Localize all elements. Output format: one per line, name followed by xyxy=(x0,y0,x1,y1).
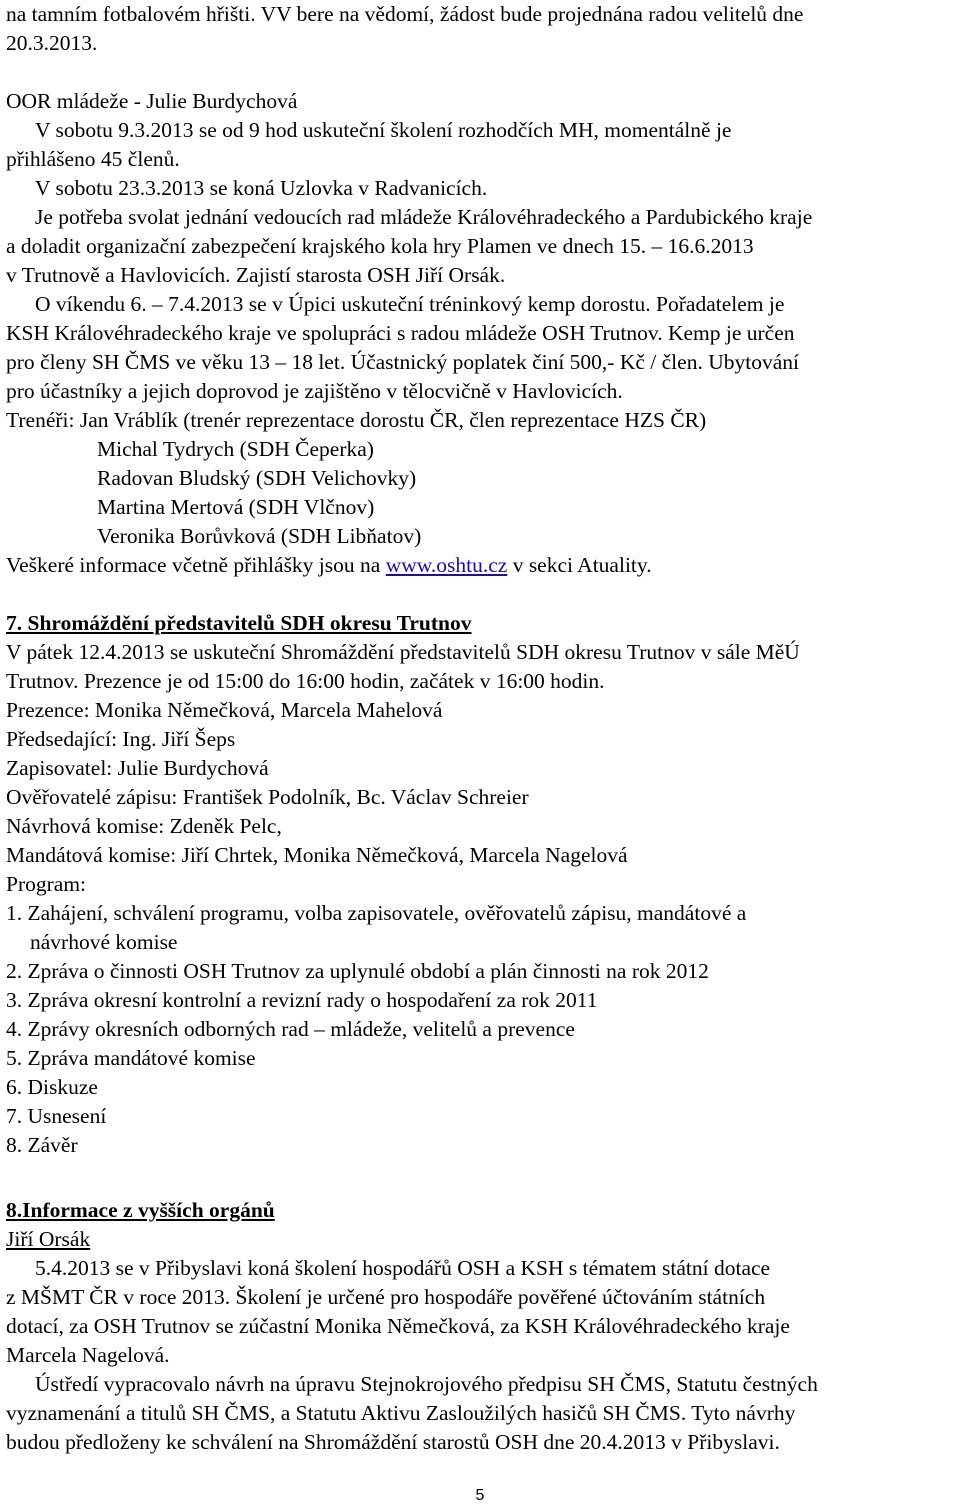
text-line: V pátek 12.4.2013 se uskuteční Shromáždění představitelů SDH okresu Trutnov v sále MěÚ xyxy=(6,640,800,664)
text-line: Marcela Nagelová. xyxy=(6,1343,170,1367)
text-line: Zapisovatel: Julie Burdychová xyxy=(6,756,269,780)
page-number: 5 xyxy=(475,1487,485,1504)
text-line: V sobotu 23.3.2013 se koná Uzlovka v Radvanicích. xyxy=(35,176,488,200)
section-7 xyxy=(6,609,956,1160)
section-8-heading: 8.Informace z vyšších orgánů xyxy=(6,1198,275,1222)
trainer-name: Radovan Bludský (SDH Velichovky) xyxy=(97,466,417,490)
text-line: Ústředí vypracovalo návrh na úpravu Stejnokrojového předpisu SH ČMS, Statutu čestných xyxy=(35,1372,818,1396)
section-8 xyxy=(6,1196,956,1457)
program-item: 5. Zpráva mandátové komise xyxy=(6,1046,256,1070)
trainer-name: Veronika Borůvková (SDH Libňatov) xyxy=(97,524,422,548)
oor-section xyxy=(6,87,956,580)
text-line: Předsedající: Ing. Jiří Šeps xyxy=(6,727,236,751)
program-item-continuation: návrhové komise xyxy=(30,930,178,954)
text-line: KSH Královéhradeckého kraje ve spolupráci s radou mládeže OSH Trutnov. Kemp je určen xyxy=(6,321,795,345)
text-line: Ověřovatelé zápisu: František Podolník, Bc. Václav Schreier xyxy=(6,785,529,809)
text-line: V sobotu 9.3.2013 se od 9 hod uskuteční školení rozhodčích MH, momentálně je xyxy=(35,118,732,142)
text-line: v Trutnově a Havlovicích. Zajistí starosta OSH Jiří Orsák. xyxy=(6,263,506,287)
text-line: budou předloženy ke schválení na Shromáždění starostů OSH dne 20.4.2013 v Přibyslavi. xyxy=(6,1430,780,1454)
text-line: dotací, za OSH Trutnov se zúčastní Monika Němečková, za KSH Královéhradeckého kraje xyxy=(6,1314,790,1338)
program-item: 3. Zpráva okresní kontrolní a revizní rady o hospodaření za rok 2011 xyxy=(6,988,598,1012)
text-line: Prezence: Monika Němečková, Marcela Mahelová xyxy=(6,698,443,722)
section-8-author: Jiří Orsák xyxy=(6,1227,91,1251)
program-item: 4. Zprávy okresních odborných rad – mládeže, velitelů a prevence xyxy=(6,1017,575,1041)
text-line: Trutnov. Prezence je od 15:00 do 16:00 hodin, začátek v 16:00 hodin. xyxy=(6,669,605,693)
text-line: přihlášeno 45 členů. xyxy=(6,147,180,171)
info-line xyxy=(6,551,956,580)
program-item: 2. Zpráva o činnosti OSH Trutnov za uplynulé období a plán činnosti na rok 2012 xyxy=(6,959,709,983)
oshtu-link[interactable]: www.oshtu.cz xyxy=(385,553,508,577)
text-line: pro členy SH ČMS ve věku 13 – 18 let. Účastnický poplatek činí 500,- Kč / člen. Ubytování xyxy=(6,350,799,374)
trainer-name: Michal Tydrych (SDH Čeperka) xyxy=(97,437,374,461)
trainer-name: Martina Mertová (SDH Vlčnov) xyxy=(97,495,375,519)
text-line: 20.3.2013. xyxy=(6,31,98,55)
trainer-name: Jan Vráblík (trenér reprezentace dorostu ČR, člen reprezentace HZS ČR) xyxy=(79,408,707,432)
text-line: 5.4.2013 se v Přibyslavi koná školení hospodářů OSH a KSH s tématem státní dotace xyxy=(35,1256,771,1280)
text-line: z MŠMT ČR v roce 2013. Školení je určené pro hospodáře pověřené účtováním státních xyxy=(6,1285,766,1309)
program-item: 8. Závěr xyxy=(6,1133,78,1157)
text-line: na tamním fotbalovém hřišti. VV bere na vědomí, žádost bude projednána radou velitelů dne xyxy=(6,2,804,26)
text-line: a doladit organizační zabezpečení krajského kola hry Plamen ve dnech 15. – 16.6.2013 xyxy=(6,234,754,258)
text-line: vyznamenání a titulů SH ČMS, a Statutu Aktivu Zasloužilých hasičů SH ČMS. Tyto návrhy xyxy=(6,1401,796,1425)
text-line: Mandátová komise: Jiří Chrtek, Monika Němečková, Marcela Nagelová xyxy=(6,843,628,867)
text-line: Návrhová komise: Zdeněk Pelc, xyxy=(6,814,282,838)
info-prefix: Veškeré informace včetně přihlášky jsou na xyxy=(6,553,386,577)
program-item: 1. Zahájení, schválení programu, volba zapisovatele, ověřovatelů zápisu, mandátové a xyxy=(6,901,747,925)
program-item: 6. Diskuze xyxy=(6,1075,98,1099)
info-suffix: v sekci Atuality. xyxy=(507,553,652,577)
program-item: 7. Usnesení xyxy=(6,1104,107,1128)
section-7-heading: 7. Shromáždění představitelů SDH okresu Trutnov xyxy=(6,611,472,635)
trainers-line xyxy=(6,406,956,435)
text-line: Je potřeba svolat jednání vedoucích rad mládeže Královéhradeckého a Pardubického kraje xyxy=(35,205,813,229)
text-line: O víkendu 6. – 7.4.2013 se v Úpici uskuteční tréninkový kemp dorostu. Pořadatelem je xyxy=(35,292,785,316)
trainers-label: Trenéři: xyxy=(6,408,75,432)
intro-paragraph xyxy=(6,0,956,58)
program-label: Program: xyxy=(6,872,87,896)
oor-heading: OOR mládeže - Julie Burdychová xyxy=(6,89,298,113)
text-line: pro účastníky a jejich doprovod je zajištěno v tělocvičně v Havlovicích. xyxy=(6,379,623,403)
